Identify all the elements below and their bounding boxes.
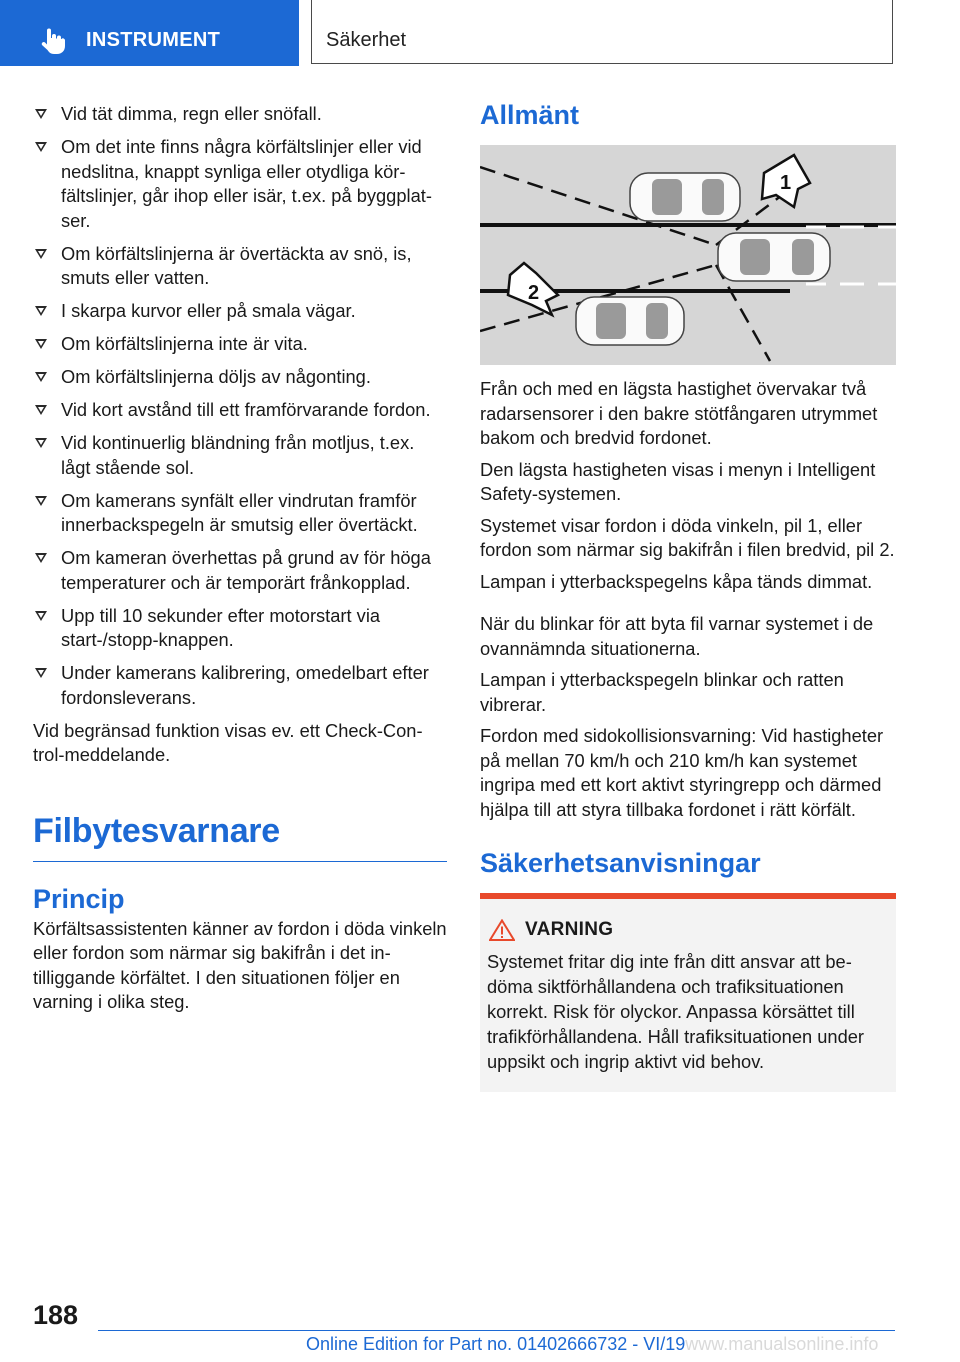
list-item-text: Vid tät dimma, regn eller snöfall. — [61, 103, 322, 124]
paragraph: Lampan i ytterbackspegelns kåpa tänds dimmat. — [480, 570, 873, 592]
arrow-2-label: 2 — [528, 282, 540, 304]
arrow-1-label: 1 — [780, 172, 792, 194]
section-label: INSTRUMENT — [86, 29, 221, 51]
list-item-text: Under kamerans kalibrering, omedelbart efter fordonsleverans. — [61, 662, 429, 708]
edition-text: Online Edition for Part no. 01402666732 - VI/19 — [306, 1334, 686, 1354]
list-item-text: Om körfältslinjerna döljs av någonting. — [61, 366, 371, 387]
bullet-triangle-icon — [35, 372, 47, 382]
limited-function-note: Vid begränsad funktion visas ev. ett Check-Control-meddelande. — [33, 719, 423, 765]
list-item-text: Vid kontinuerlig bländning från motljus, t.ex. lågt stående sol. — [61, 432, 415, 478]
list-item — [33, 102, 447, 127]
list-item — [33, 365, 447, 390]
page-header — [0, 0, 960, 66]
footer-edition — [306, 1334, 878, 1355]
bullet-triangle-icon — [35, 668, 47, 678]
right-column — [480, 100, 896, 1092]
bullet-triangle-icon — [35, 553, 47, 563]
lane-change-illustration — [480, 145, 896, 365]
paragraph: Lampan i ytterbackspegeln blinkar och ratten vibrerar. — [480, 669, 844, 715]
list-item — [33, 398, 447, 423]
warning-triangle-icon — [489, 919, 515, 941]
footer-divider — [98, 1330, 895, 1331]
principle-text: Körfältsassistenten känner av fordon i döda vinkeln eller fordon som närmar sig bakifrån i det intilliggande körfältet. I den situationen följer en varning i olika steg. — [33, 917, 447, 1012]
page-number: 188 — [33, 1300, 79, 1330]
chapter-title: Säkerhet — [326, 29, 407, 51]
section-heading: Filbytesvarnare — [33, 812, 447, 862]
bullet-triangle-icon — [35, 611, 47, 621]
list-item-text: Om körfältslinjerna är övertäckta av snö, is, smuts eller vatten. — [61, 242, 412, 288]
warning-header — [489, 919, 889, 941]
subsection-heading-safety: Säkerhetsanvisningar — [480, 848, 761, 878]
subsection-heading-general: Allmänt — [480, 100, 580, 130]
bullet-triangle-icon — [35, 496, 47, 506]
hand-pointer-icon — [38, 26, 68, 56]
list-item — [33, 661, 447, 710]
bullet-triangle-icon — [35, 142, 47, 152]
list-item-text: Om det inte finns några körfältslinjer eller vid nedslitna, knappt synliga eller otydliga körfältslinjer, går ihop eller isär, t.ex. på byggplatser. — [61, 136, 432, 231]
bullet-triangle-icon — [35, 249, 47, 259]
paragraph: Från och med en lägsta hastighet övervakar två radarsensorer i den bakre stötfångaren utrymmet bakom och bredvid fordonet. — [480, 378, 878, 448]
section-tab[interactable] — [0, 0, 299, 66]
bullet-triangle-icon — [35, 339, 47, 349]
list-item-text: Upp till 10 sekunder efter motorstart via start-/stopp-knappen. — [61, 604, 381, 650]
list-item-text: Om kamerans synfält eller vindrutan framför innerbackspegeln är smutsig eller övertäckt. — [61, 489, 418, 535]
bullet-triangle-icon — [35, 109, 47, 119]
list-item-text: Vid kort avstånd till ett framförvarande fordon. — [61, 399, 431, 420]
list-item-text: I skarpa kurvor eller på smala vägar. — [61, 300, 356, 321]
paragraph: När du blinkar för att byta fil varnar systemet i de ovannämnda situationerna. — [480, 613, 874, 659]
list-item — [33, 299, 447, 324]
bullet-triangle-icon — [35, 405, 47, 415]
list-item — [33, 332, 447, 357]
chapter-title-box — [311, 0, 893, 64]
paragraph: Den lägsta hastigheten visas i menyn i Intelligent Safety-systemen. — [480, 458, 876, 504]
warning-text: Systemet fritar dig inte från ditt ansvar att bedöma siktförhållandena och trafiksituationen korrekt. Risk för olyckor. Anpassa körsättet till trafikförhållandena. Håll trafiksituationen under uppsikt och ingrip aktivt vid behov. — [487, 951, 865, 1072]
subsection-heading-principle: Princip — [33, 883, 125, 914]
watermark: www.manualsonline.info — [685, 1334, 879, 1354]
list-item — [33, 604, 447, 653]
warning-title: VARNING — [525, 919, 614, 940]
lane-diagram — [480, 145, 896, 365]
list-item — [33, 431, 447, 480]
vehicle-blind-spot — [630, 173, 740, 221]
list-item-text: Om körfältslinjerna inte är vita. — [61, 333, 308, 354]
paragraph: Fordon med sidokollisionsvarning: Vid hastigheter på mellan 70 km/h och 210 km/h kan systemet ingripa med ett kort aktivt styringrepp och därmed hjälpa till att styra tillbaka fordonet i rätt körfält. — [480, 725, 884, 820]
list-item — [33, 489, 447, 538]
bullet-triangle-icon — [35, 438, 47, 448]
list-item — [33, 242, 447, 291]
list-item — [33, 135, 447, 233]
vehicle-approaching — [576, 297, 684, 345]
list-item — [33, 546, 447, 595]
paragraph: Systemet visar fordon i döda vinkeln, pil 1, eller fordon som närmar sig bakifrån i filen bredvid, pil 2. — [480, 514, 895, 560]
own-vehicle — [718, 233, 830, 281]
limitation-list — [33, 102, 447, 710]
warning-box — [480, 893, 896, 1092]
list-item-text: Om kameran överhettas på grund av för höga temperaturer och är temporärt frånkopplad. — [61, 547, 431, 593]
bullet-triangle-icon — [35, 306, 47, 316]
left-column — [33, 102, 447, 1015]
